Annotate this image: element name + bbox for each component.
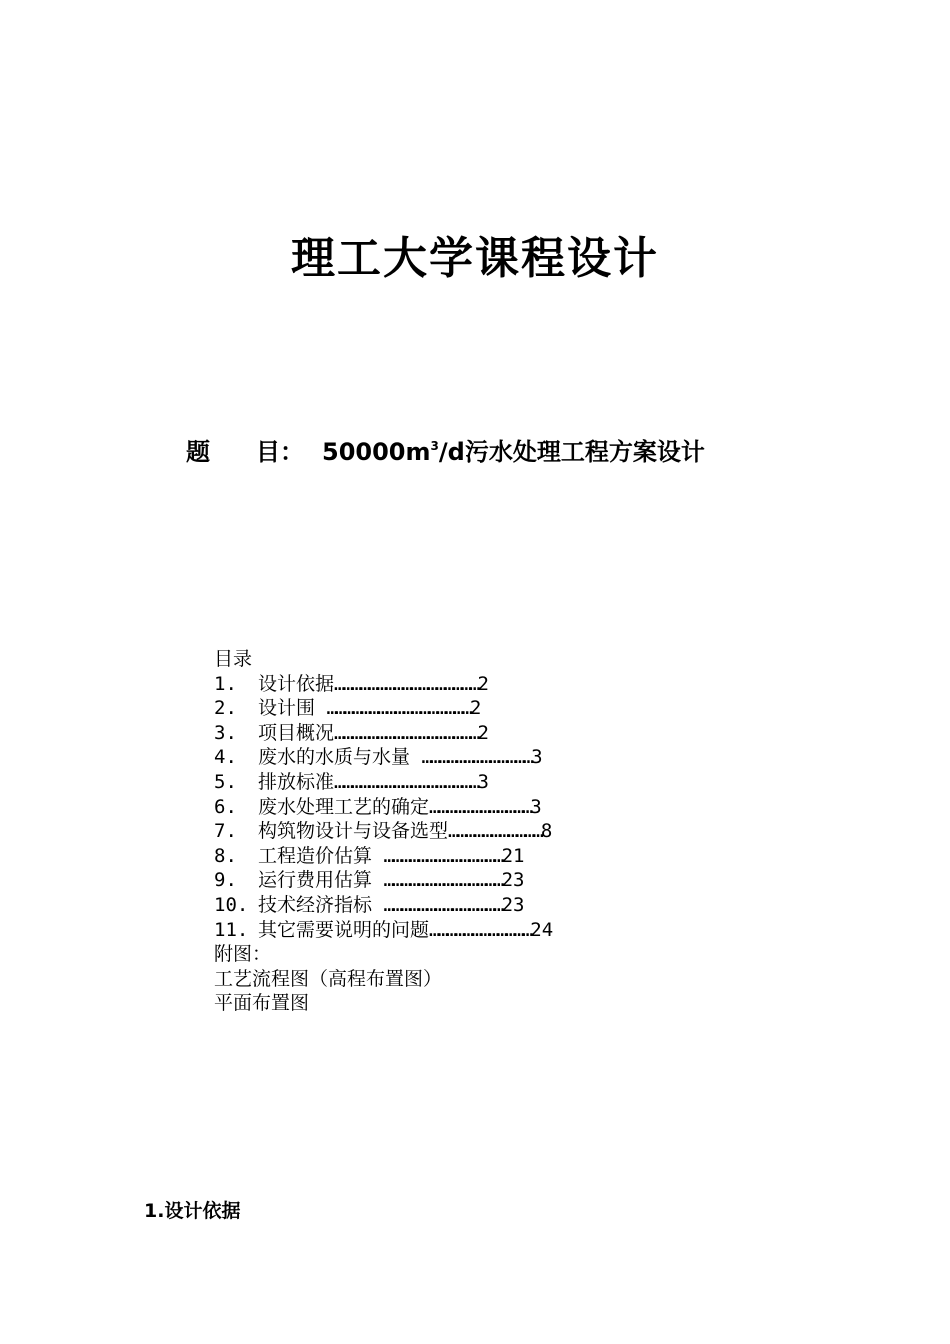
appendix-items [214,967,553,1016]
toc-item-number: 4. [214,746,237,769]
toc-item[interactable] [214,672,553,697]
toc-item-page-number: 24 [530,918,554,941]
subject-value-suffix: /d污水处理工程方案设计 [438,438,705,466]
toc-item-number: 1. [214,672,237,695]
subject-label-char1: 题 [186,438,210,466]
toc-item-number: 8. [214,844,237,867]
toc-item-leader-dots: …………………………………………… [334,672,478,695]
toc-item[interactable] [214,893,553,918]
toc-item-number: 3. [214,721,237,744]
toc-item-number: 5. [214,770,237,793]
toc-item[interactable] [214,745,553,770]
toc-item-page-number: 23 [501,893,525,916]
toc-item-label: 排放标准 [258,770,335,793]
toc-item-leader-dots: …………………………………………… [334,721,478,744]
toc-item-leader-dots: …………………………………… [383,869,502,892]
toc-items [214,672,553,943]
appendix-item: 平面布置图 [214,992,310,1015]
appendix-heading: 附图： [214,943,272,966]
toc-item-label: 工程造价估算 [258,844,384,867]
toc-item-label: 设计围 [258,697,327,720]
toc-item-page-number: 21 [501,844,525,867]
toc-item-leader-dots: …………………………………… [383,893,502,916]
toc-item-page-number: 3 [530,795,542,818]
toc-item[interactable] [214,819,553,844]
toc-item-label: 运行费用估算 [258,869,384,892]
toc-item[interactable] [214,918,553,943]
toc-item-number: 9. [214,869,237,892]
toc-item-number: 7. [214,820,237,843]
section-heading: 1.设计依据 [144,1200,241,1222]
toc-item-number: 6. [214,795,237,818]
subject-value-superscript: 3 [430,439,439,453]
toc-item-leader-dots: ……………………………… [429,795,531,818]
toc-item-page-number: 3 [477,770,489,793]
toc-item-page-number: 2 [477,721,489,744]
subject-label [186,432,322,467]
toc-item-leader-dots: …………………………………………… [326,697,470,720]
toc-item[interactable] [214,770,553,795]
toc-item-page-number: 2 [477,672,489,695]
toc-item-number: 2. [214,697,237,720]
toc-item-leader-dots: ………………………………… [421,746,532,769]
toc-item[interactable] [214,844,553,869]
toc-item-number: 10. [214,893,249,916]
toc-item-page-number: 2 [469,697,482,720]
subject-label-char2: 目： [256,438,304,466]
toc-item-label: 构筑物设计与设备选型 [258,820,449,843]
subject-value-prefix: 50000m [322,438,431,466]
toc-item-label: 技术经济指标 [258,893,384,916]
toc-item-leader-dots: …………………………… [448,820,541,843]
toc-item-label: 废水处理工艺的确定 [258,795,430,818]
toc-item-page-number: 23 [501,869,525,892]
table-of-contents [214,647,553,1016]
appendix-item: 工艺流程图（高程布置图） [214,967,443,990]
toc-item-number: 11. [214,918,249,941]
toc-item-leader-dots: ……………………………… [429,918,531,941]
toc-item[interactable] [214,795,553,820]
subject-line [186,432,705,467]
toc-item-label: 其它需要说明的问题 [258,918,430,941]
subject-value [322,438,705,466]
toc-item[interactable] [214,721,553,746]
toc-item[interactable] [214,868,553,893]
toc-item-page-number: 8 [540,820,553,843]
toc-item-page-number: 3 [531,746,543,769]
toc-item-leader-dots: …………………………………………… [334,770,478,793]
toc-item-leader-dots: …………………………………… [383,844,502,867]
toc-heading: 目录 [214,648,253,670]
toc-item-label: 项目概况 [258,721,335,744]
page-title: 理工大学课程设计 [291,233,659,284]
toc-item[interactable] [214,696,553,721]
toc-item-label: 设计依据 [258,672,335,695]
toc-item-label: 废水的水质与水量 [258,746,422,769]
